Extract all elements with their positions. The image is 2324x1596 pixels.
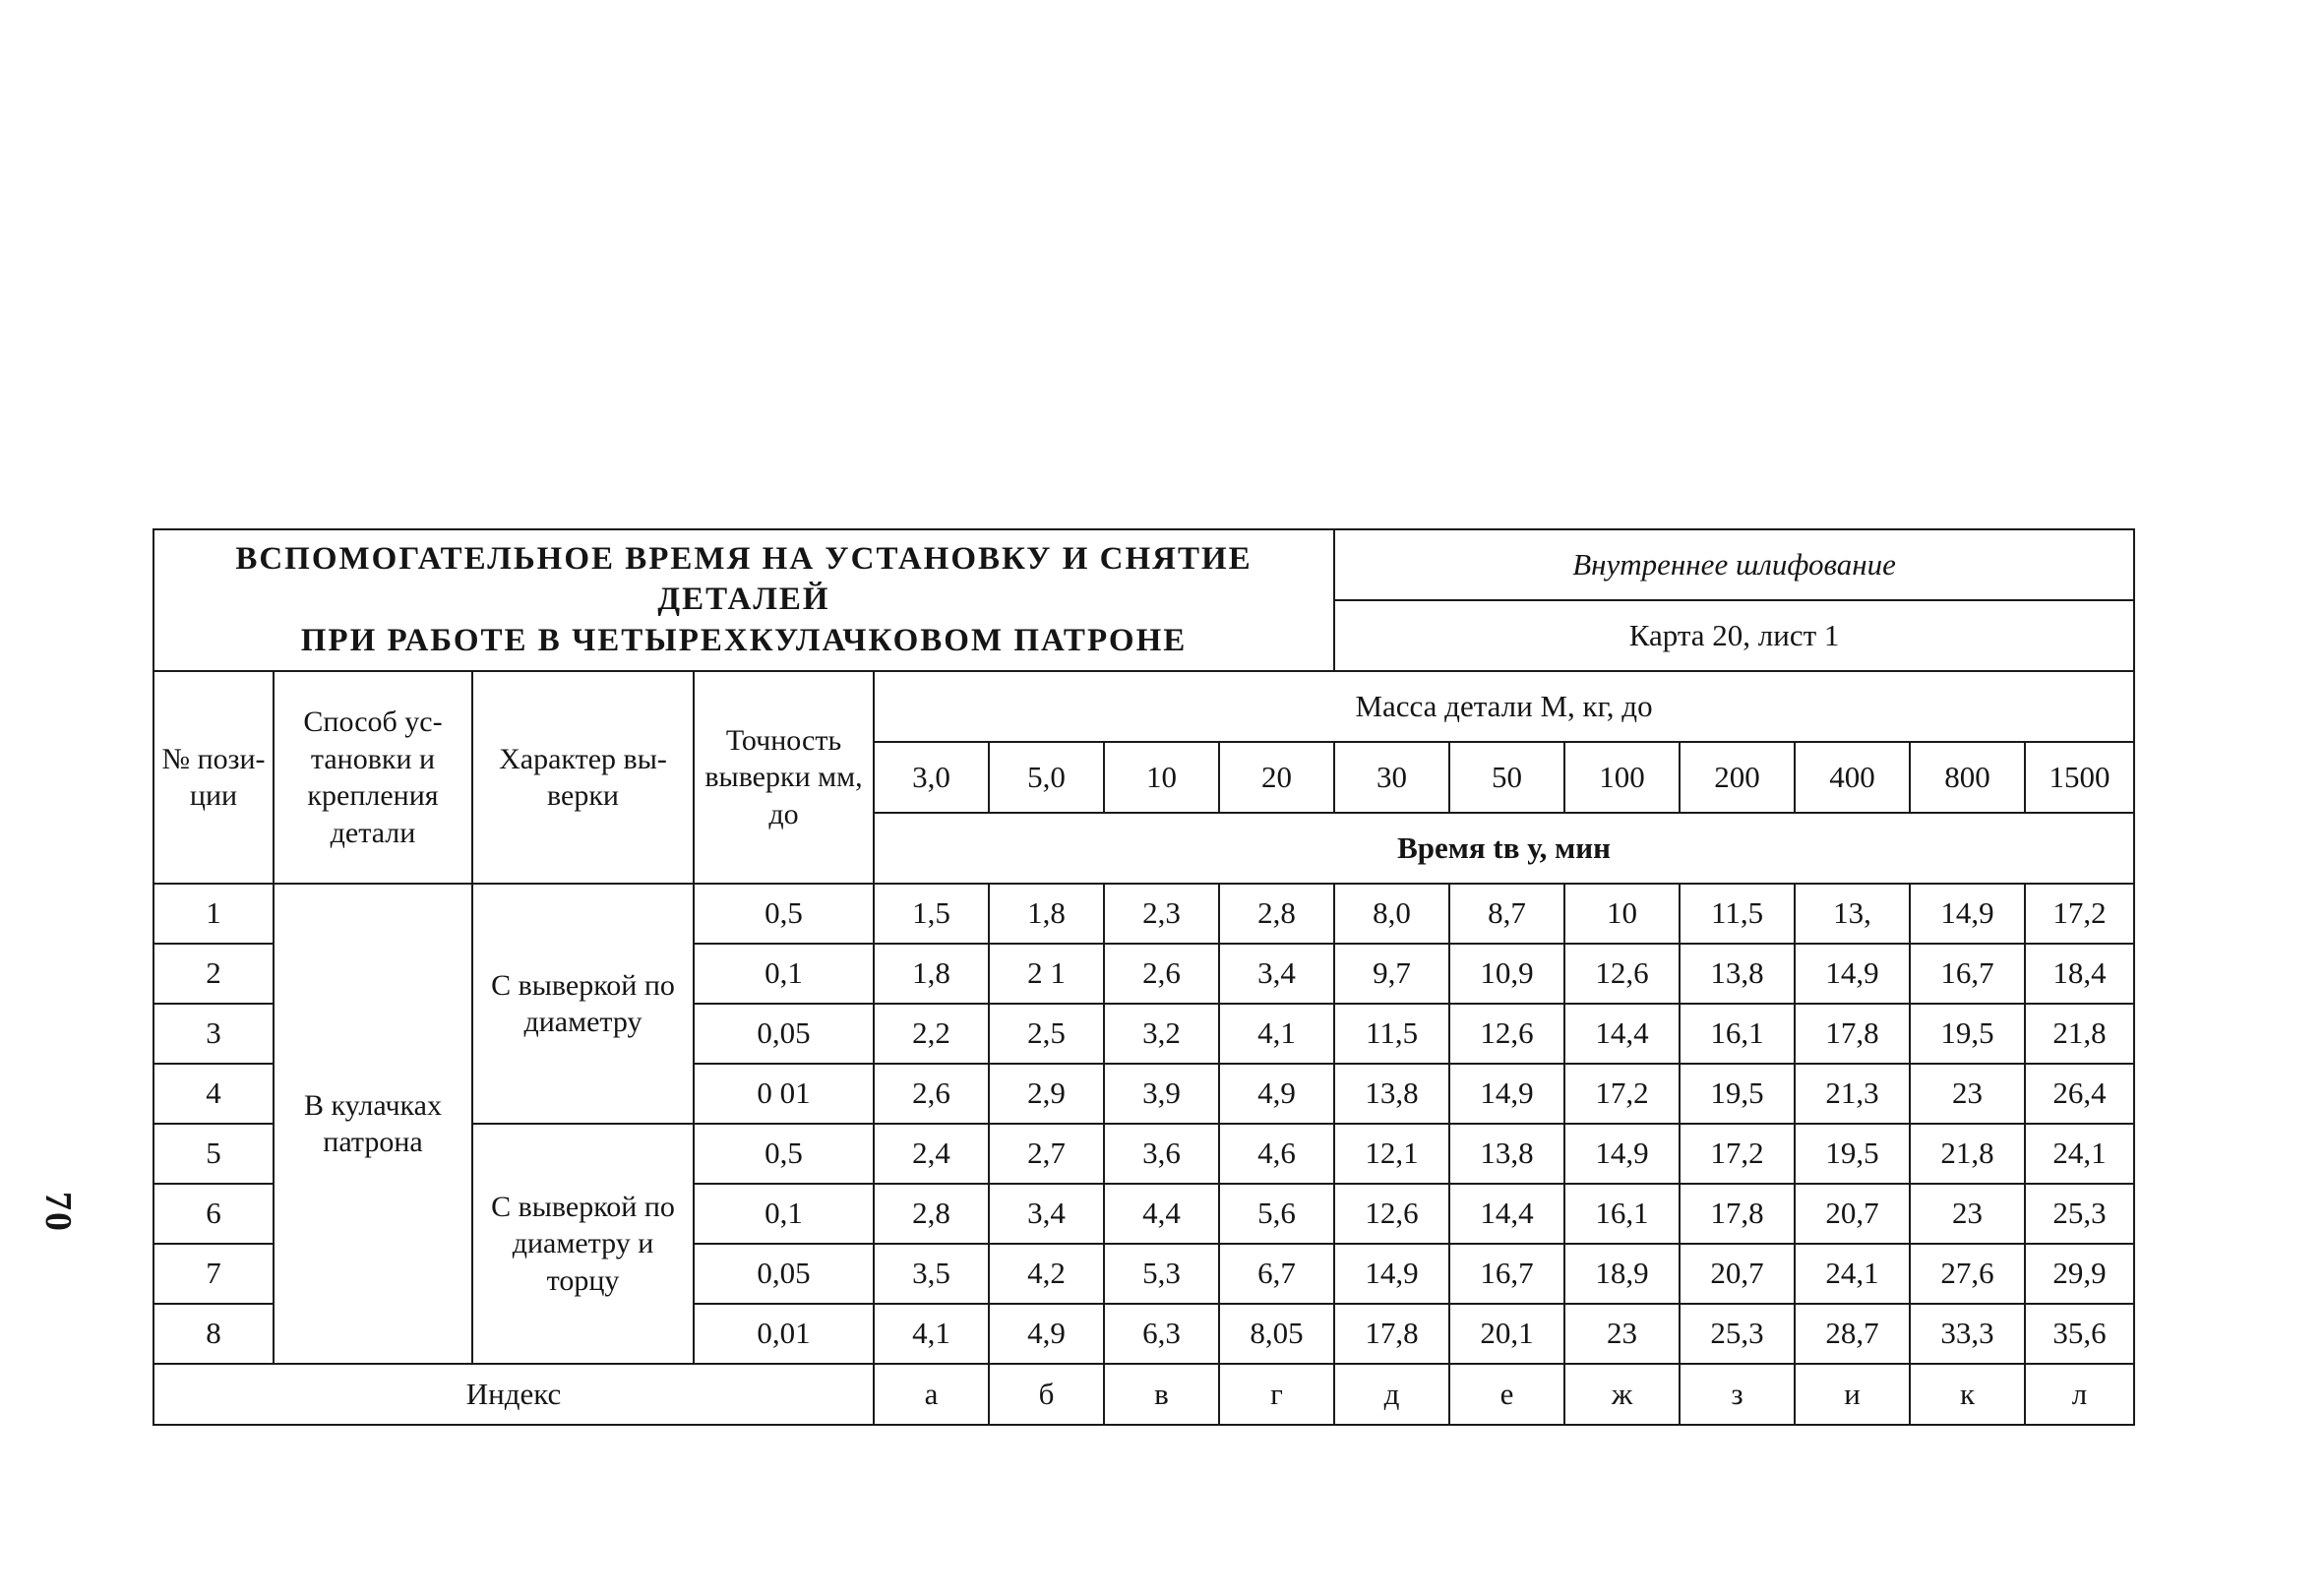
title-row — [153, 529, 2134, 600]
time-value-cell: 1,8 — [874, 944, 989, 1004]
time-value-cell: 14,9 — [1910, 884, 2025, 944]
index-cell: л — [2025, 1364, 2134, 1425]
index-label: Индекс — [153, 1364, 874, 1425]
time-value-cell: 19,5 — [1795, 1124, 1910, 1184]
time-value-cell: 20,7 — [1795, 1184, 1910, 1244]
index-cell: е — [1449, 1364, 1564, 1425]
index-cell: б — [989, 1364, 1104, 1425]
operation-name: Внутреннее шлифование — [1334, 529, 2134, 600]
time-value-cell: 12,6 — [1564, 944, 1680, 1004]
time-value-cell: 13,8 — [1449, 1124, 1564, 1184]
time-value-cell: 13,8 — [1334, 1064, 1449, 1124]
time-value-cell: 4,1 — [1219, 1004, 1334, 1064]
index-row — [153, 1364, 2134, 1425]
time-value-cell: 13,8 — [1680, 944, 1795, 1004]
time-value-cell: 28,7 — [1795, 1304, 1910, 1364]
mass-value-cell: 20 — [1219, 742, 1334, 813]
time-value-cell: 2,8 — [1219, 884, 1334, 944]
time-value-cell: 16,1 — [1680, 1004, 1795, 1064]
time-value-cell: 4,6 — [1219, 1124, 1334, 1184]
header-alignment: Характер вы-верки — [472, 671, 694, 884]
mass-value-cell: 50 — [1449, 742, 1564, 813]
time-value-cell: 18,4 — [2025, 944, 2134, 1004]
time-value-cell: 5,3 — [1104, 1244, 1219, 1304]
time-value-cell: 33,3 — [1910, 1304, 2025, 1364]
time-value-cell: 17,2 — [1564, 1064, 1680, 1124]
time-value-cell: 1,8 — [989, 884, 1104, 944]
time-value-cell: 35,6 — [2025, 1304, 2134, 1364]
card-reference: Карта 20, лист 1 — [1334, 600, 2134, 671]
time-value-cell: 14,4 — [1449, 1184, 1564, 1244]
time-value-cell: 8,7 — [1449, 884, 1564, 944]
position-cell: 8 — [153, 1304, 274, 1364]
index-cell: к — [1910, 1364, 2025, 1425]
table-title-line-2: ПРИ РАБОТЕ В ЧЕТЫРЕХКУЛАЧКОВОМ ПАТРОНЕ — [300, 622, 1188, 658]
index-cell: и — [1795, 1364, 1910, 1425]
index-cell: а — [874, 1364, 989, 1425]
time-value-cell: 20,7 — [1680, 1244, 1795, 1304]
mass-value-cell: 800 — [1910, 742, 2025, 813]
position-cell: 6 — [153, 1184, 274, 1244]
position-cell: 1 — [153, 884, 274, 944]
mass-value-cell: 3,0 — [874, 742, 989, 813]
time-value-cell: 14,4 — [1564, 1004, 1680, 1064]
mass-value-cell: 100 — [1564, 742, 1680, 813]
time-value-cell: 3,5 — [874, 1244, 989, 1304]
time-value-cell: 2,3 — [1104, 884, 1219, 944]
time-value-cell: 2,2 — [874, 1004, 989, 1064]
header-time: Время tв у, мин — [874, 813, 2134, 884]
time-value-cell: 19,5 — [1910, 1004, 2025, 1064]
time-value-cell: 11,5 — [1334, 1004, 1449, 1064]
time-value-cell: 14,9 — [1795, 944, 1910, 1004]
time-value-cell: 12,1 — [1334, 1124, 1449, 1184]
time-value-cell: 21,8 — [1910, 1124, 2025, 1184]
accuracy-cell: 0,05 — [694, 1004, 874, 1064]
time-value-cell: 16,7 — [1449, 1244, 1564, 1304]
time-value-cell: 8,05 — [1219, 1304, 1334, 1364]
time-value-cell: 23 — [1564, 1304, 1680, 1364]
time-value-cell: 6,3 — [1104, 1304, 1219, 1364]
time-value-cell: 4,1 — [874, 1304, 989, 1364]
time-value-cell: 29,9 — [2025, 1244, 2134, 1304]
time-value-cell: 12,6 — [1449, 1004, 1564, 1064]
time-value-cell: 17,8 — [1680, 1184, 1795, 1244]
table-title — [153, 529, 1334, 671]
index-cell: з — [1680, 1364, 1795, 1425]
time-value-cell: 9,7 — [1334, 944, 1449, 1004]
table-row — [153, 884, 2134, 944]
time-value-cell: 23 — [1910, 1064, 2025, 1124]
time-value-cell: 24,1 — [2025, 1124, 2134, 1184]
position-cell: 4 — [153, 1064, 274, 1124]
time-value-cell: 16,7 — [1910, 944, 2025, 1004]
time-value-cell: 3,2 — [1104, 1004, 1219, 1064]
time-value-cell: 20,1 — [1449, 1304, 1564, 1364]
time-value-cell: 2,6 — [1104, 944, 1219, 1004]
mass-value-cell: 30 — [1334, 742, 1449, 813]
time-value-cell: 4,9 — [989, 1304, 1104, 1364]
time-value-cell: 2 1 — [989, 944, 1104, 1004]
time-value-cell: 17,2 — [1680, 1124, 1795, 1184]
header-row-mass — [153, 671, 2134, 742]
time-value-cell: 14,9 — [1564, 1124, 1680, 1184]
time-value-cell: 2,7 — [989, 1124, 1104, 1184]
time-value-cell: 3,9 — [1104, 1064, 1219, 1124]
header-method: Способ ус-тановки и крепления детали — [274, 671, 472, 884]
time-value-cell: 6,7 — [1219, 1244, 1334, 1304]
accuracy-cell: 0,1 — [694, 944, 874, 1004]
time-value-cell: 4,4 — [1104, 1184, 1219, 1244]
mass-value-cell: 200 — [1680, 742, 1795, 813]
time-value-cell: 5,6 — [1219, 1184, 1334, 1244]
header-position: № пози-ции — [153, 671, 274, 884]
index-cell: ж — [1564, 1364, 1680, 1425]
table-title-line-1: ВСПОМОГАТЕЛЬНОЕ ВРЕМЯ НА УСТАНОВКУ И СНЯТИЕ ДЕТАЛЕЙ — [235, 541, 1253, 618]
mass-value-cell: 1500 — [2025, 742, 2134, 813]
time-value-cell: 16,1 — [1564, 1184, 1680, 1244]
accuracy-cell: 0,01 — [694, 1304, 874, 1364]
time-value-cell: 19,5 — [1680, 1064, 1795, 1124]
time-value-cell: 12,6 — [1334, 1184, 1449, 1244]
time-value-cell: 3,4 — [1219, 944, 1334, 1004]
auxiliary-time-table — [153, 528, 2135, 1426]
time-value-cell: 10,9 — [1449, 944, 1564, 1004]
position-cell: 2 — [153, 944, 274, 1004]
time-value-cell: 4,2 — [989, 1244, 1104, 1304]
time-value-cell: 24,1 — [1795, 1244, 1910, 1304]
time-value-cell: 2,6 — [874, 1064, 989, 1124]
alignment-cell: С выверкой по диаметру и торцу — [472, 1124, 694, 1364]
time-value-cell: 17,2 — [2025, 884, 2134, 944]
position-cell: 5 — [153, 1124, 274, 1184]
time-value-cell: 27,6 — [1910, 1244, 2025, 1304]
alignment-cell: С выверкой по диаметру — [472, 884, 694, 1124]
time-value-cell: 21,3 — [1795, 1064, 1910, 1124]
time-value-cell: 2,5 — [989, 1004, 1104, 1064]
accuracy-cell: 0 01 — [694, 1064, 874, 1124]
time-value-cell: 13, — [1795, 884, 1910, 944]
index-cell: д — [1334, 1364, 1449, 1425]
time-value-cell: 2,9 — [989, 1064, 1104, 1124]
time-value-cell: 2,4 — [874, 1124, 989, 1184]
index-cell: г — [1219, 1364, 1334, 1425]
time-value-cell: 3,4 — [989, 1184, 1104, 1244]
time-value-cell: 2,8 — [874, 1184, 989, 1244]
time-value-cell: 25,3 — [2025, 1184, 2134, 1244]
time-value-cell: 17,8 — [1334, 1304, 1449, 1364]
index-cell: в — [1104, 1364, 1219, 1425]
accuracy-cell: 0,5 — [694, 1124, 874, 1184]
time-value-cell: 14,9 — [1334, 1244, 1449, 1304]
time-value-cell: 1,5 — [874, 884, 989, 944]
page-number: 70 — [37, 1192, 79, 1233]
time-value-cell: 26,4 — [2025, 1064, 2134, 1124]
time-value-cell: 8,0 — [1334, 884, 1449, 944]
time-value-cell: 21,8 — [2025, 1004, 2134, 1064]
time-value-cell: 25,3 — [1680, 1304, 1795, 1364]
time-value-cell: 18,9 — [1564, 1244, 1680, 1304]
time-value-cell: 17,8 — [1795, 1004, 1910, 1064]
header-accuracy: Точность выверки мм, до — [694, 671, 874, 884]
time-value-cell: 11,5 — [1680, 884, 1795, 944]
mass-value-cell: 10 — [1104, 742, 1219, 813]
time-value-cell: 4,9 — [1219, 1064, 1334, 1124]
time-value-cell: 14,9 — [1449, 1064, 1564, 1124]
accuracy-cell: 0,05 — [694, 1244, 874, 1304]
position-cell: 3 — [153, 1004, 274, 1064]
mass-value-cell: 5,0 — [989, 742, 1104, 813]
time-value-cell: 10 — [1564, 884, 1680, 944]
method-cell: В кулачках патрона — [274, 884, 472, 1364]
accuracy-cell: 0,1 — [694, 1184, 874, 1244]
accuracy-cell: 0,5 — [694, 884, 874, 944]
time-value-cell: 23 — [1910, 1184, 2025, 1244]
position-cell: 7 — [153, 1244, 274, 1304]
time-value-cell: 3,6 — [1104, 1124, 1219, 1184]
header-mass: Масса детали М, кг, до — [874, 671, 2134, 742]
mass-value-cell: 400 — [1795, 742, 1910, 813]
